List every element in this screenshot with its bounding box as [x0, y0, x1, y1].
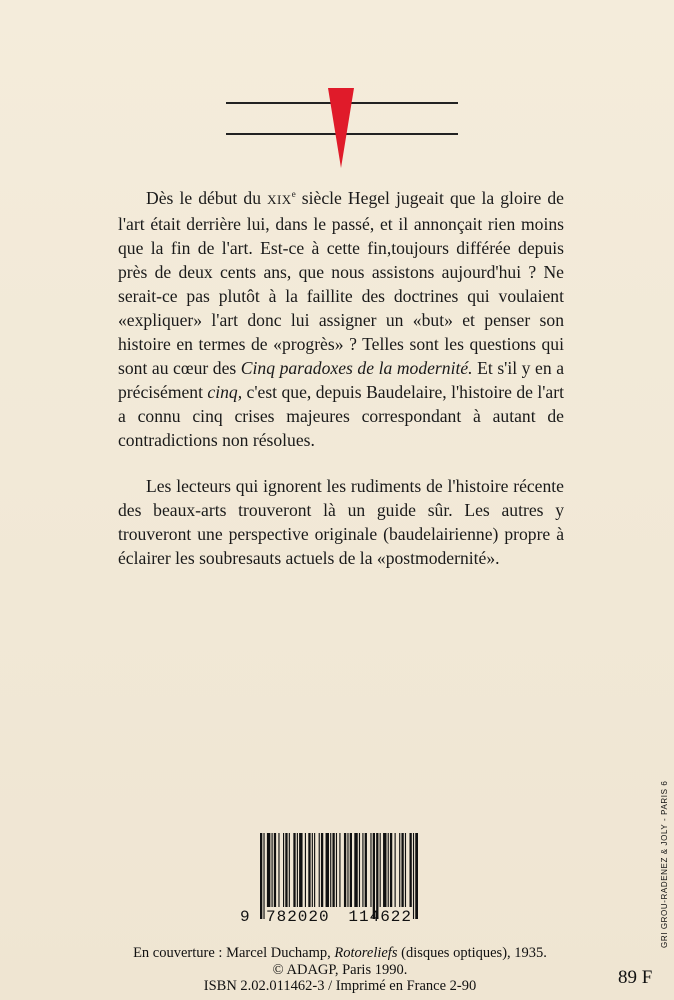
barcode-bar — [415, 833, 418, 919]
barcode-bar — [297, 833, 298, 907]
barcode-bar — [390, 833, 392, 907]
blurb — [118, 186, 564, 570]
barcode-bar — [410, 833, 412, 907]
barcode-bar — [330, 833, 331, 907]
text-run: siècle Hegel jugeait que la gloire de l'art était derrière lui, dans le passé, et il annonçait rien moins que la fin de l'art. Est-ce à cette fin,toujours différée depuis près de deux cents ans, que nous assistons aujourd'hui ? Ne serait-ce pas plutôt à la faillite des doctrines qui voulaient «expliquer» l'art donc lui assigner un «but» et penser son histoire en termes de «progrès» ? Telles sont les questions qui sont au cœur des — [118, 188, 564, 378]
barcode-bar — [293, 833, 295, 907]
barcode-bar — [401, 833, 403, 907]
century-superscript: e — [291, 189, 296, 200]
barcode-bar — [376, 833, 378, 919]
artwork-title: Rotoreliefs — [334, 945, 398, 961]
barcode-bar — [289, 833, 290, 907]
barcode-bar — [383, 833, 386, 907]
barcode-bar — [274, 833, 276, 907]
copyright-line: © ADAGP, Paris 1990. — [272, 961, 408, 978]
barcode-bar — [305, 833, 306, 907]
cinq-italic: cinq, — [207, 382, 243, 402]
barcode-bar — [399, 833, 400, 907]
barcode-bar — [373, 833, 375, 919]
price: 89 F — [618, 967, 653, 988]
barcode-bar — [299, 833, 302, 907]
cover-credit — [100, 945, 580, 962]
barcode-bar — [405, 833, 406, 907]
barcode-bar — [362, 833, 363, 907]
credits — [100, 945, 580, 995]
printer-imprint: GRI GROU-RADENEZ & JOLY - PARIS 6 — [660, 780, 669, 948]
barcode-group-1: 782020 — [266, 908, 330, 926]
book-title-italic: Cinq paradoxes de la modernité. — [240, 358, 473, 378]
barcode-digits — [240, 908, 418, 926]
barcode-bar — [272, 833, 273, 907]
barcode-group-2: 114622 — [348, 908, 412, 926]
barcode-bar — [285, 833, 287, 907]
barcode-bar — [319, 833, 320, 907]
text-run: Dès le début du — [146, 188, 268, 208]
barcode-bar — [308, 833, 310, 907]
text-run: Et s'il y en a précisément — [118, 358, 565, 402]
century-numeral: XIX — [267, 192, 292, 207]
barcode-bar — [370, 833, 371, 907]
barcode-bar — [380, 833, 381, 907]
barcode-bar — [278, 833, 279, 907]
barcode-bar — [332, 833, 334, 907]
barcode-bar — [354, 833, 357, 907]
barcode-bar — [321, 833, 323, 907]
red-triangle-ornament — [328, 88, 354, 168]
text-run: c'est que, depuis Baudelaire, l'histoire de l'art a connu cinq crises majeures correspondant à autant de contradictions non résolues. — [118, 382, 564, 450]
barcode-bar — [350, 833, 352, 907]
barcode-bar — [365, 833, 367, 907]
barcode-bar — [312, 833, 313, 907]
barcode-bar — [339, 833, 340, 907]
barcode-bar — [283, 833, 284, 907]
isbn-line: ISBN 2.02.011462-3 / Imprimé en France 2-90 — [203, 978, 477, 994]
blurb-paragraph-1 — [118, 186, 564, 452]
barcode-bar — [388, 833, 389, 907]
barcode-bar — [347, 833, 348, 907]
barcode-bar — [395, 833, 396, 907]
text-run: (disques optiques), 1935. — [397, 945, 547, 961]
barcode-lead-digit: 9 — [240, 908, 251, 926]
barcode-bar — [359, 833, 360, 907]
barcode-bar — [263, 833, 264, 919]
barcode-bar — [267, 833, 270, 907]
barcode-bar — [413, 833, 414, 919]
barcode-bar — [326, 833, 329, 907]
text-run: En couverture : Marcel Duchamp, — [133, 945, 335, 961]
barcode-bar — [314, 833, 315, 907]
barcode-bar — [344, 833, 346, 907]
blurb-paragraph-2: Les lecteurs qui ignorent les rudiments de l'histoire récente des beaux-arts trouveront là un guide sûr. Les autres y trouveront une perspective originale (baudelairienne) propre à éclairer les soubresauts actuels de la «postmodernité». — [118, 476, 564, 568]
barcode-bar — [260, 833, 262, 919]
barcode-bar — [336, 833, 337, 907]
